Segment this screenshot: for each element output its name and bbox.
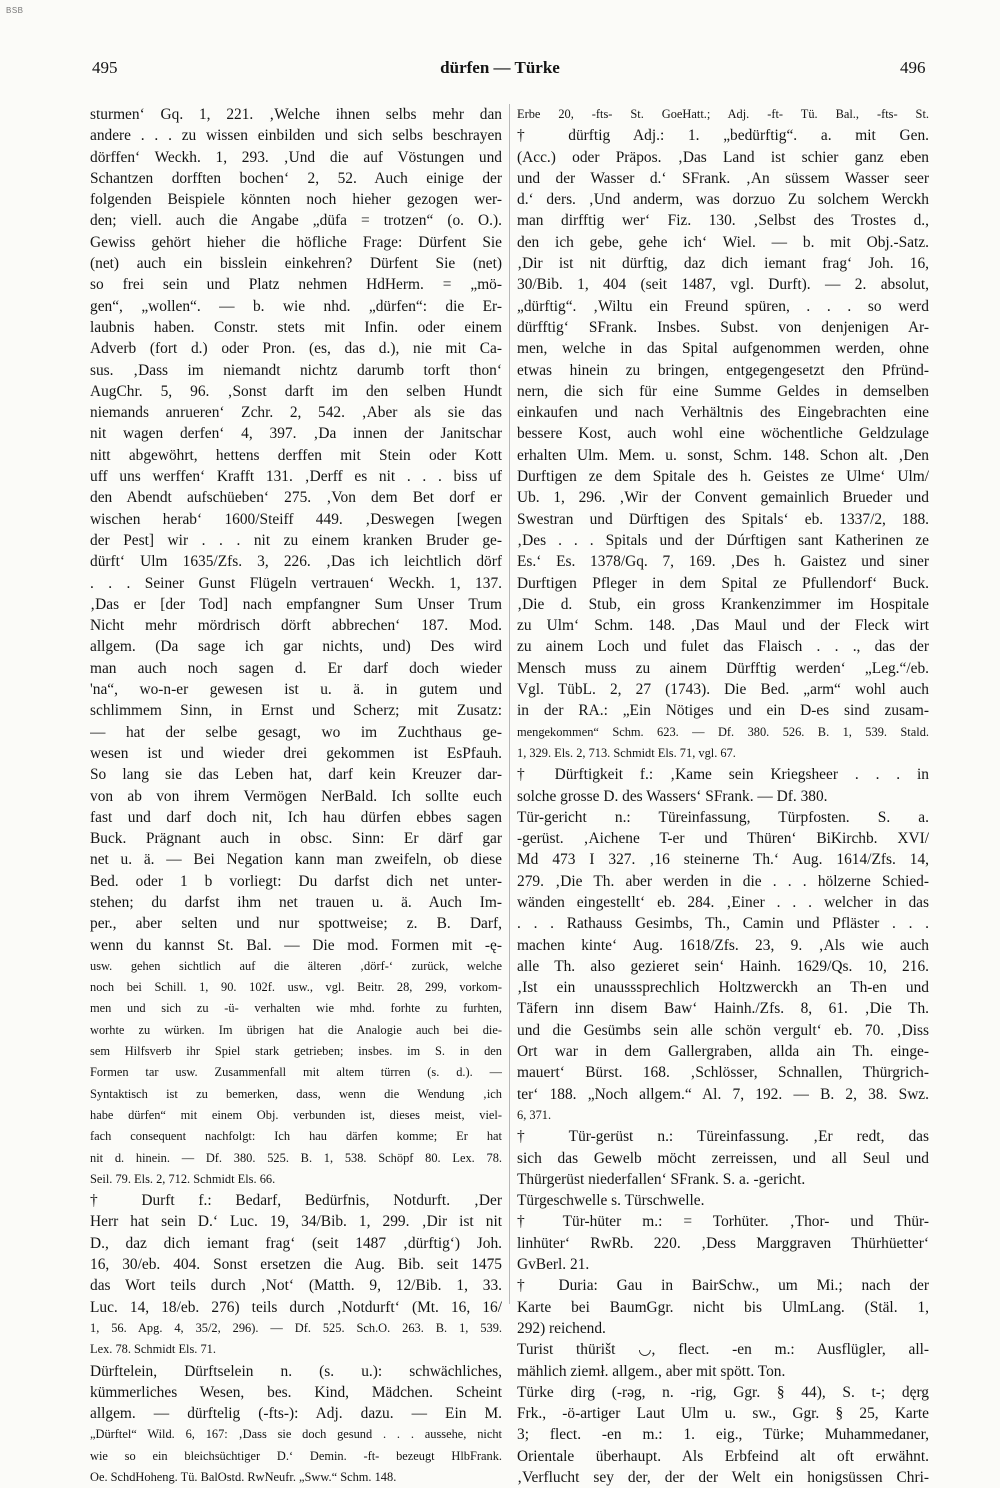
- text-line: folgenden Beispiele könnten noch hieher gezogen wer-: [90, 191, 502, 209]
- right-column: [517, 104, 929, 1488]
- text-line: nit wagen derfen‘ 4, 397. ‚Da innen der Janitschar: [90, 425, 502, 443]
- text-line: machen kinte‘ Aug. 1618/Zfs. 23, 9. ‚Als wie auch: [517, 936, 929, 954]
- text-line: zu Ulm‘ Schm. 148. ‚Das Maul und der Fleck wirt: [517, 617, 929, 635]
- text-line: † Tür-hüter m.: = Torhüter. ‚Thor- und Thür-: [517, 1213, 929, 1231]
- text-line: Gewiss gehört hieher die höfliche Frage: Dürfent Sie: [90, 233, 502, 251]
- text-line: Erbe 20, -fts- St. GoeHatt.; Adj. -ft- Tü. Bal., -fts- St.: [517, 107, 929, 121]
- text-line: das Wort teils durch ‚Not‘ (Matth. 9, 12/Bib. 1, 33.: [90, 1277, 502, 1295]
- text-line: in der RA.: „Ein Nötiges und ein D-es sind zusam-: [517, 702, 929, 720]
- text-line: Syntaktisch ist zu bemerken, dass, wenn die Wendung ‚ich: [90, 1086, 502, 1101]
- left-column: [90, 104, 502, 1488]
- text-line: per., aber selten und nur spottweise; z. B. Darf,: [90, 915, 502, 933]
- text-line: wenn du kannst St. Bal. — Die mod. Formen mit -ę-: [90, 936, 502, 954]
- text-line: etwas hinein zu bringen, entgegengesetzt den Pfründ-: [517, 361, 929, 379]
- text-line: noch bei Schill. 1, 90. 102f. usw., vgl. Beitr. 28, 299, vorkom-: [90, 980, 502, 995]
- text-line: . . . Seiner Gunst Flügeln vertrauen‘ Weckh. 1, 137.: [90, 574, 502, 592]
- text-line: Es.‘ Es. 1378/Gq. 7, 169. ‚Des h. Gaistez und siner: [517, 553, 929, 571]
- text-line: ‚Das er [der Tod] nach empfangner Sum Unser Trum: [90, 595, 502, 613]
- text-line: . . . Rathauss Gesimbs, Th., Camin und Pfläster . . .: [517, 915, 929, 933]
- text-line: Luc. 14, 18/eb. 276) teils durch ‚Notdurft‘ (Mt. 16, 16/: [90, 1298, 502, 1316]
- column-divider: [509, 104, 510, 1304]
- text-line: ‚Ist ein unausssprechlich Holtzwerckh an Th-en und: [517, 979, 929, 997]
- text-line: men, welche in das Spital aufgenommen werden, ohne: [517, 340, 929, 358]
- text-line: Türgeschwelle s. Türschwelle.: [517, 1192, 705, 1210]
- text-line: wischen herab‘ 1600/Steiff 449. ‚Deswegen [wegen: [90, 510, 502, 528]
- text-line: andere . . . zu wissen einbilden und sich selbs beschrayen: [90, 127, 502, 145]
- text-line: und der Wasser d.‘ SFrank. ‚An süssem Wasser seer: [517, 169, 929, 187]
- text-line: 6, 371.: [517, 1107, 552, 1122]
- text-line: dürfftig‘ SFrank. Insbes. Subst. von denjenigen Ar-: [517, 318, 929, 336]
- text-line: gen“, „wollen“. — b. wie nhd. „dürfen“: die Er-: [90, 297, 502, 315]
- text-line: mengekommen“ Schm. 623. — Df. 380. 526. B. 1, 539. Stald.: [517, 724, 929, 739]
- text-line: fast und darf doch nit, Ich hau dürfen ebbes sagen: [90, 808, 502, 826]
- text-line: 16, 30/eb. 404. Sonst ersetzen die Aug. Bib. seit 1475: [90, 1256, 502, 1274]
- page-number-left: 495: [92, 58, 118, 77]
- text-line: solche grosse D. des Wassers‘ SFrank. — Df. 380.: [517, 787, 828, 805]
- text-line: mählich ziemł. allgem., aber mit spött. Ton.: [517, 1362, 786, 1380]
- text-line: Oe. SchdHoheng. Tü. BalOstd. RwNeufr. „Sww.“ Schm. 148.: [90, 1470, 397, 1484]
- text-line: Tür-gericht n.: Türeinfassung, Türpfosten. S. a.: [517, 808, 929, 826]
- text-line: wänden eingestellt‘ eb. 284. ‚Einer . . . welcher in das: [517, 893, 929, 911]
- text-line: uff uns werffen‘ Krafft 131. ‚Derff es nit . . . biss uf: [90, 468, 502, 486]
- text-line: — hat der selbe gesagt, wo im Zuchthaus ge-: [90, 723, 502, 741]
- text-line: ter‘ 188. „Noch allgem.“ Al. 7, 192. — B. 2, 38. Swz.: [517, 1085, 929, 1103]
- text-line: So lang sie das Leben hat, darf kein Kreuzer dar-: [90, 766, 502, 784]
- text-line: GvBerl. 21.: [517, 1256, 590, 1274]
- text-line: den; viell. auch die Angabe „düfa = trotzen“ (o. O.).: [90, 212, 502, 230]
- text-line: ‚Die d. Stub, ein gross Krankenzimmer im Hospitale: [517, 595, 929, 613]
- text-line: Swestran und Dürftigen des Spitals‘ eb. 1337/2, 188.: [517, 510, 929, 528]
- text-line: 3; flect. -en m.: 1. eig., Türke; Muhammedaner,: [517, 1426, 929, 1444]
- text-line: stehen; du darfst ihm net trauen u. ä. Auch Im-: [90, 893, 502, 911]
- text-line: der Pest] wir . . . nit zu einem kranken Bruder ge-: [90, 531, 502, 549]
- text-line: allgem. — dürftelig (-fts-): Adj. dazu. — Ein M.: [90, 1405, 502, 1423]
- text-line: Buck. Prägnant auch in obsc. Sinn: Er därf gar: [90, 830, 502, 848]
- text-line: † dürftig Adj.: 1. „bedürftig“. a. mit Gen.: [517, 127, 929, 145]
- text-line: 1, 329. Els. 2, 713. Schmidt Els. 71, vgl. 67.: [517, 745, 736, 760]
- text-line: bessere Kost, auch wohl eine wöchentliche Geldzulage: [517, 425, 929, 443]
- text-line: Durftigen Pfleger in dem Spital ze Pfullendorf‘ Buck.: [517, 574, 929, 592]
- text-line: Seil. 79. Els. 2, 712. Schmidt Els. 66.: [90, 1171, 276, 1186]
- text-line: † Durft f.: Bedarf, Bedürfnis, Notdurft. ‚Der: [90, 1192, 502, 1210]
- text-line: und die Gesümbs sein alle schön vergult‘ eb. 70. ‚Diss: [517, 1021, 929, 1039]
- text-line: linhüter‘ RwRb. 220. ‚Dess Marggraven Thürhüetter‘: [517, 1234, 929, 1252]
- text-line: Dürftelein, Dürftselein n. (s. u.): schwächliches,: [90, 1362, 502, 1380]
- text-line: Vgl. TübL. 2, 27 (1743). Die Bed. „arm“ wohl auch: [517, 681, 929, 699]
- text-line: wesen ist und wieder drei gekommen ist EsPfauh.: [90, 744, 502, 762]
- text-line: † Tür-gerüst n.: Türeinfassung. ‚Er redt, das: [517, 1128, 929, 1146]
- text-line: nit d. hinein. — Df. 380. 525. B. 1, 538. Schöpf 80. Lex. 78.: [90, 1150, 502, 1165]
- text-line: Md 473 I 327. ‚16 steinerne Th.‘ Aug. 1614/Zfs. 14,: [517, 851, 929, 869]
- text-line: men und sich zu -ü- verhalten wie mhd. forhte zu furhten,: [90, 1001, 502, 1016]
- text-line: Schantzen dorfften bochen‘ 2, 52. Auch einige der: [90, 169, 502, 187]
- text-line: niemands anrueren‘ Zchr. 2, 542. ‚Aber als sie das: [90, 404, 502, 422]
- text-line: † Dürftigkeit f.: ‚Kame sein Kriegsheer . . . in: [517, 766, 929, 784]
- text-line: sem Hilfsverb ihr Spiel stark getrieben; insbes. im S. in den: [90, 1044, 502, 1059]
- text-line: (net) auch ein bisslein einkehren? Dürfent Sie (net): [90, 255, 502, 273]
- text-line: sturmen‘ Gq. 1, 221. ‚Welche ihnen selbs mehr dan: [90, 106, 502, 123]
- text-line: † Duria: Gau in BairSchw., um Mi.; nach der: [517, 1277, 929, 1295]
- library-watermark: BSB: [6, 6, 24, 15]
- text-line: net u. ä. — Bei Negation kann man zweifeln, ob diese: [90, 851, 502, 869]
- text-line: Formen tar usw. Zusammenfall mit altem türren (s. d.). —: [90, 1065, 502, 1080]
- running-head: dürfen — Türke: [440, 58, 560, 77]
- text-line: d.‘ ders. ‚Und anderm, was dorzuo Zu solchem Werckh: [517, 191, 929, 209]
- text-line: 279. ‚Die Th. aber werden in die . . . hölzerne Schied-: [517, 872, 929, 890]
- text-line: Lex. 78. Schmidt Els. 71.: [90, 1342, 216, 1357]
- text-line: kümmerliches Wesen, bes. Kind, Mädchen. Scheint: [90, 1383, 502, 1401]
- text-line: fach consequent nachfolgt: Ich hau därfen komme; Er hat: [90, 1129, 502, 1144]
- text-line: schlimmem Sinn, in Ernst und Scherz; mit Zusatz:: [90, 702, 502, 720]
- text-line: sus. ‚Dass im niemandt nichtz darumb torft thon‘: [90, 361, 502, 379]
- text-line: erhalten Ulm. Mem. u. sonst, Schm. 148. Schon alt. ‚Den: [517, 446, 929, 464]
- text-line: Karte bei BaumGgr. nicht bis UlmLang. (Stäl. 1,: [517, 1298, 929, 1316]
- text-line: „Dürftel“ Wild. 6, 167: ‚Dass sie doch gesund . . . aussehe, nicht: [90, 1427, 502, 1442]
- text-line: Thürgerüst niederfallen‘ SFrank. S. a. -gericht.: [517, 1170, 806, 1188]
- text-line: nern, die sich für eine Summe Geldes in demselben: [517, 382, 929, 400]
- text-line: allgem. (Da sage ich gar nichts, und) Des wird: [90, 638, 502, 656]
- text-line: usw. gehen sichtlich auf die älteren ‚dörf-‘ zurück, welche: [90, 958, 502, 973]
- text-line: dörffen‘ Weckh. 1, 293. ‚Und die auf Vöstungen und: [90, 148, 502, 166]
- text-line: von ab von ihrem Vermögen NerBald. Ich sollte euch: [90, 787, 502, 805]
- text-line: Herr hat sein D.‘ Luc. 19, 34/Bib. 1, 299. ‚Dir ist nit: [90, 1213, 502, 1231]
- text-line: ‚Des . . . Spitals und der Dúrftigen sant Katherinen ze: [517, 531, 929, 549]
- text-line: nitt abgewöhrt, hettens derffen mit Stein oder Kott: [90, 446, 502, 464]
- page-number-right: 496: [900, 58, 926, 77]
- text-line: Ort war in dem Gallergraben, allda ain Th. einge-: [517, 1043, 929, 1061]
- text-line: ‚Dir ist nit dürftig, daz dich iemant frag‘ Joh. 16,: [517, 255, 929, 273]
- text-line: alle Th. also gezieret sein‘ Hainh. 1629/Qs. 10, 216.: [517, 957, 929, 975]
- text-line: -gerüst. ‚Aichene T-er und Thüren‘ BiKirchb. XVI/: [517, 830, 929, 848]
- text-line: 1, 56. Apg. 4, 35/2, 296). — Df. 525. Sch.O. 263. B. 1, 539.: [90, 1320, 502, 1335]
- text-line: 'na“, wo-n-er gewesen ist u. ä. in gutem und: [90, 681, 502, 699]
- text-line: den ich gebe, gehe ich‘ Wiel. — b. mit Obj.-Satz.: [517, 233, 929, 251]
- text-line: laubnis haben. Constr. stets mit Infin. oder einem: [90, 318, 502, 336]
- text-line: Durftigen ze dem Spitale des h. Geistes ze Ulme‘ Ulm/: [517, 468, 929, 486]
- text-line: dürft‘ Ulm 1635/Zfs. 3, 226. ‚Das ich leichtlich dörf: [90, 553, 502, 571]
- text-line: Bed. oder 1 b vorliegt: Du darfst dich net unter-: [90, 872, 502, 890]
- text-line: Täfern inn disem Baw‘ Hainh./Zfs. 8, 61. ‚Die Th.: [517, 1000, 929, 1018]
- text-line: Orientale überhaupt. Als Erbfeind alt oft erwähnt.: [517, 1447, 929, 1465]
- text-line: D., daz dich iemant frag‘ (seit 1487 ‚dürftig‘) Joh.: [90, 1234, 502, 1252]
- text-line: den Abendt aufschüeben‘ 275. ‚Von dem Bet dorf er: [90, 489, 502, 507]
- text-line: AugChr. 5, 96. ‚Sonst darft im den selben Hundt: [90, 382, 502, 400]
- text-line: Ub. 1, 296. ‚Wir der Convent gemainlich Brueder und: [517, 489, 929, 507]
- text-line: Adverb (fort d.) oder Pron. (es, das d.), nie mit Ca-: [90, 340, 502, 358]
- text-line: sich das Gewelb möcht zerreissen, und all Seul und: [517, 1149, 929, 1167]
- text-line: einkaufen und nach Verhältnis des Eingebrachten eine: [517, 404, 929, 422]
- text-line: (Acc.) oder Präpos. ‚Das Land ist schier ganz eben: [517, 148, 929, 166]
- text-line: 292) reichend.: [517, 1319, 606, 1337]
- text-line: man dirfftig wer‘ Fiz. 130. ‚Selbst des Trostes d.,: [517, 212, 929, 230]
- text-line: man auch noch sagen d. Er darf doch wieder: [90, 659, 502, 677]
- text-line: Türke dirg (-rəg, n. -rig, Ggr. § 44), S. t-; dęrg: [517, 1383, 929, 1401]
- text-line: „dürftig“. ‚Wiltu ein Freund spüren, . . . so werd: [517, 297, 929, 315]
- text-line: habe dürfen“ mit einem Obj. verbunden ist, dieses meist, viel-: [90, 1107, 502, 1122]
- text-line: Nicht mehr mördrisch dörft abbrechen‘ 187. Mod.: [90, 617, 502, 635]
- text-line: worhte zu würken. Im übrigen hat die Analogie auch bei die-: [90, 1022, 502, 1037]
- text-line: Mensch muss zu ainem Dürfftig werden‘ „Leg.“/eb.: [517, 659, 929, 677]
- text-line: Turist thürišt ◡, flect. -en m.: Ausflügler, all-: [517, 1341, 929, 1359]
- text-line: Frk., -ö-artiger Laut Ulm u. sw., Ggr. § 25, Karte: [517, 1405, 929, 1423]
- text-line: wie so ein bleichsüchtiger D.‘ Demin. -ft- bezeugt HlbFrank.: [90, 1448, 502, 1463]
- text-line: ‚Verflucht sey der, der der Welt ein honigsüssen Chri-: [517, 1469, 929, 1486]
- text-line: zu ainem Loch und fulet das Flaisch . . ., das der: [517, 638, 929, 656]
- text-line: so frei sein und Platz nehmen HdHerm. = „mö-: [90, 276, 502, 294]
- text-line: mauert‘ Bürst. 168. ‚Schlösser, Schnallen, Thürgrich-: [517, 1064, 929, 1082]
- text-line: 30/Bib. 1, 404 (seit 1487, vgl. Durft). — 2. absolut,: [517, 276, 929, 294]
